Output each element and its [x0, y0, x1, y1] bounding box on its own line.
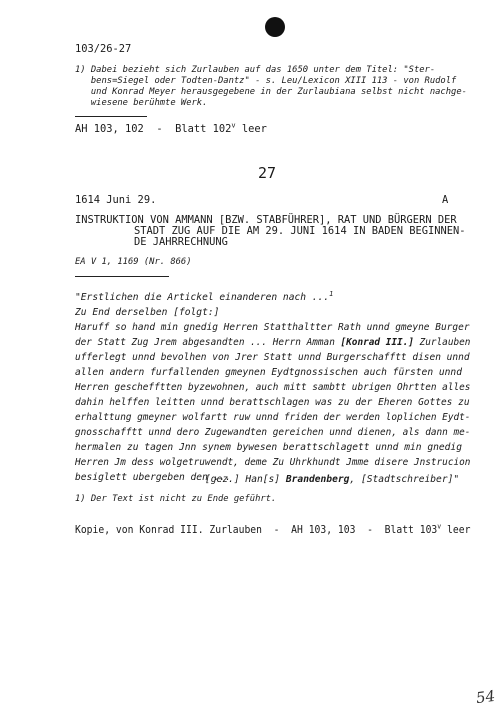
divider [75, 116, 147, 117]
ref-top: 103/26-27 [75, 43, 132, 55]
source-reference: EA V 1, 1169 (Nr. 866) [75, 257, 192, 267]
footnote-prev-line: und Konrad Meyer herausgegebene in der Zurlaubiana selbst nicht nachge- [75, 87, 467, 97]
title-line: STADT ZUG AUF DIE AM 29. JUNI 1614 IN BADEN BEGINNEN- [134, 225, 466, 237]
footnote-prev-line: wiesene berühmte Werk. [75, 98, 208, 108]
body-line: allen andern furfallenden gmeynen Eydtgnossischen auch fürsten unnd [75, 367, 462, 378]
body-line: Herren geschefftten byzewohnen, auch mitt sambtt ubrigen Ohrtten alles [75, 382, 471, 393]
body-line: besiglett ubergeben den ... [75, 472, 231, 483]
body-line: gnosschafftt unnd dero Zugewandten gereichen unnd dienen, als dann me- [75, 427, 471, 438]
body-line: dahin helffen leitten unnd berattschlagen was zu der Eheren Gottes zu [75, 397, 470, 408]
signature-line: [gez.] Han[s] Brandenberg, [Stadtschreiber]" [205, 474, 460, 485]
body-line: "Erstlichen die Artickel einanderen nach ...$^1$ [75, 289, 334, 303]
footnote-prev-line: bens=Siegel oder Todten-Dantz" - s. Leu/Lexicon XIII 113 - von Rudolf [75, 76, 457, 86]
body-line: der Statt Zug Jrem abgesandten ... Herrn Amman [Konrad III.] Zurlauben [75, 337, 471, 348]
handwritten-page-mark: 54 [474, 686, 497, 708]
title-line: INSTRUKTION VON AMMANN [BZW. STABFÜHRER], RAT UND BÜRGERN DER [75, 214, 457, 226]
document-letter: A [442, 194, 449, 206]
body-line: Zu End derselben [folgt:] [75, 307, 220, 318]
body-line: Herren Jm dess wolgetruwendt, deme Zu Uhrkhundt Jmme disere Jnstrucion [75, 457, 471, 468]
footnote: 1) Der Text ist nicht zu Ende geführt. [75, 494, 277, 504]
document-date: 1614 Juni 29. [75, 194, 157, 206]
body-line: hermalen zu tagen Jnn synem bywesen berattschlagett unnd min gnedig [75, 442, 462, 453]
footnote-prev-line: 1) Dabei bezieht sich Zurlauben auf das 1650 unter dem Titel: "Ster- [75, 65, 436, 75]
body-line: Haruff so hand min gnedig Herren Statthaltter Rath unnd gmeyne Burger [75, 322, 470, 333]
archive-prev: AH 103, 102 - Blatt 102$^v$ leer [75, 121, 267, 135]
divider [75, 276, 169, 277]
document-number: 27 [258, 164, 277, 182]
body-line: ufferlegt unnd bevolhen von Jrer Statt unnd Burgerschafftt disen unnd [75, 352, 470, 363]
body-line: erhalttung gmeyner wolfartt ruw unnd friden der werden loplichen Eydt- [75, 412, 471, 423]
copy-line: Kopie, von Konrad III. Zurlauben - AH 103, 103 - Blatt 103$^v$ leer [75, 522, 471, 536]
punch-hole [265, 17, 285, 37]
title-line: DE JAHRRECHNUNG [134, 236, 228, 248]
